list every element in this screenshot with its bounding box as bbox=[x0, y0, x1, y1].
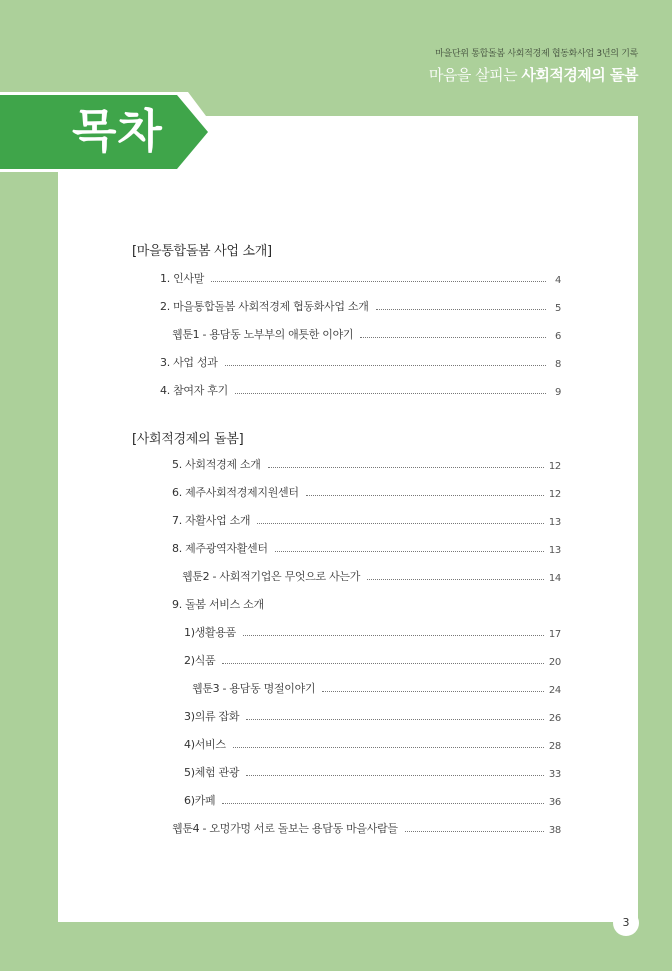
book-title-regular: 마음을 살피는 bbox=[428, 66, 522, 84]
toc-entry-title: 8. 제주광역자활센터 bbox=[172, 542, 268, 555]
toc-entry[interactable] bbox=[160, 354, 561, 370]
toc-entry[interactable] bbox=[184, 624, 561, 640]
toc-entry[interactable] bbox=[172, 512, 561, 528]
toc-entry-title: 4. 참여자 후기 bbox=[160, 384, 228, 397]
toc-entry-title: 6. 제주사회적경제지원센터 bbox=[172, 486, 299, 499]
dot-leader bbox=[360, 337, 546, 338]
toc-entry[interactable] bbox=[184, 792, 561, 808]
toc-entry-title: 1)생활용품 bbox=[184, 626, 236, 639]
dot-leader bbox=[268, 467, 544, 468]
toc-entry-page: 12 bbox=[548, 461, 561, 472]
dot-leader bbox=[367, 579, 544, 580]
dot-leader bbox=[376, 309, 546, 310]
toc-entry-title: 7. 자활사업 소개 bbox=[172, 514, 251, 527]
toc-entry-title: 4)서비스 bbox=[184, 738, 226, 751]
dot-leader bbox=[233, 747, 544, 748]
toc-entry-page: 6 bbox=[554, 331, 561, 342]
toc-entry-title: 3. 사업 성과 bbox=[160, 356, 218, 369]
toc-entry-title: 5. 사회적경제 소개 bbox=[172, 458, 261, 471]
toc-entry[interactable] bbox=[172, 484, 561, 500]
toc-entry[interactable] bbox=[182, 568, 561, 584]
toc-title: 목차 bbox=[72, 104, 163, 158]
toc-entry-title: 웹툰4 - 오멍가멍 서로 돌보는 용담동 마을사람들 bbox=[172, 822, 398, 835]
toc-entry-title: 9. 돌봄 서비스 소개 bbox=[172, 598, 264, 611]
dot-leader bbox=[405, 831, 544, 832]
toc-entry[interactable] bbox=[192, 680, 561, 696]
toc-entry-page: 8 bbox=[554, 359, 561, 370]
toc-entry[interactable] bbox=[160, 382, 561, 398]
toc-entry-title: 웹툰2 - 사회적기업은 무엇으로 사는가 bbox=[182, 570, 361, 583]
toc-entry-page: 24 bbox=[548, 685, 561, 696]
toc-entry-title: 웹툰1 - 용담동 노부부의 애틋한 이야기 bbox=[172, 328, 354, 341]
toc-entry-heading[interactable] bbox=[172, 596, 561, 612]
dot-leader bbox=[257, 523, 544, 524]
section-heading-social-economy: [사회적경제의 돌봄] bbox=[132, 432, 244, 447]
toc-entry-page: 13 bbox=[548, 545, 561, 556]
toc-entry-page: 14 bbox=[548, 573, 561, 584]
toc-entry[interactable] bbox=[184, 652, 561, 668]
toc-entry[interactable] bbox=[160, 270, 561, 286]
toc-entry[interactable] bbox=[172, 326, 561, 342]
toc-entry-title: 웹툰3 - 용담동 명절이야기 bbox=[192, 682, 316, 695]
toc-entry-title: 6)카페 bbox=[184, 794, 216, 807]
toc-entry-page: 5 bbox=[554, 303, 561, 314]
toc-entry-page: 17 bbox=[548, 629, 561, 640]
dot-leader bbox=[235, 393, 546, 394]
toc-entry[interactable] bbox=[172, 456, 561, 472]
toc-entry[interactable] bbox=[184, 736, 561, 752]
toc-entry-page: 33 bbox=[548, 769, 561, 780]
toc-entry-page: 26 bbox=[548, 713, 561, 724]
dot-leader bbox=[243, 635, 544, 636]
toc-entry[interactable] bbox=[184, 764, 561, 780]
section-heading-intro: [마을통합돌봄 사업 소개] bbox=[132, 244, 272, 259]
book-subtitle: 마을단위 통합돌봄 사회적경제 협동화사업 3년의 기록 bbox=[435, 49, 638, 59]
toc-entry-page: 13 bbox=[548, 517, 561, 528]
toc-entry[interactable] bbox=[184, 708, 561, 724]
dot-leader bbox=[275, 551, 544, 552]
toc-entry-title: 3)의류 잡화 bbox=[184, 710, 240, 723]
toc-entry-page: 36 bbox=[548, 797, 561, 808]
book-title bbox=[429, 64, 638, 85]
book-title-bold: 사회적경제의 돌봄 bbox=[521, 66, 638, 84]
dot-leader bbox=[225, 365, 546, 366]
toc-entry-page: 20 bbox=[548, 657, 561, 668]
toc-entry-title: 2. 마을통합돌봄 사회적경제 협동화사업 소개 bbox=[160, 300, 369, 313]
dot-leader bbox=[322, 691, 544, 692]
toc-entry-title: 1. 인사말 bbox=[160, 272, 205, 285]
toc-entry-page: 12 bbox=[548, 489, 561, 500]
page-number: 3 bbox=[613, 910, 639, 936]
toc-entry-page: 28 bbox=[548, 741, 561, 752]
toc-entry[interactable] bbox=[160, 298, 561, 314]
toc-entry-title: 5)체험 관광 bbox=[184, 766, 240, 779]
dot-leader bbox=[222, 663, 544, 664]
toc-entry-title: 2)식품 bbox=[184, 654, 216, 667]
dot-leader bbox=[246, 775, 544, 776]
dot-leader bbox=[246, 719, 544, 720]
toc-entry[interactable] bbox=[172, 540, 561, 556]
toc-entry-page: 4 bbox=[554, 275, 561, 286]
dot-leader bbox=[211, 281, 546, 282]
toc-entry-page: 9 bbox=[554, 387, 561, 398]
toc-entry[interactable] bbox=[172, 820, 561, 836]
toc-entry-page: 38 bbox=[548, 825, 561, 836]
dot-leader bbox=[306, 495, 544, 496]
dot-leader bbox=[222, 803, 544, 804]
